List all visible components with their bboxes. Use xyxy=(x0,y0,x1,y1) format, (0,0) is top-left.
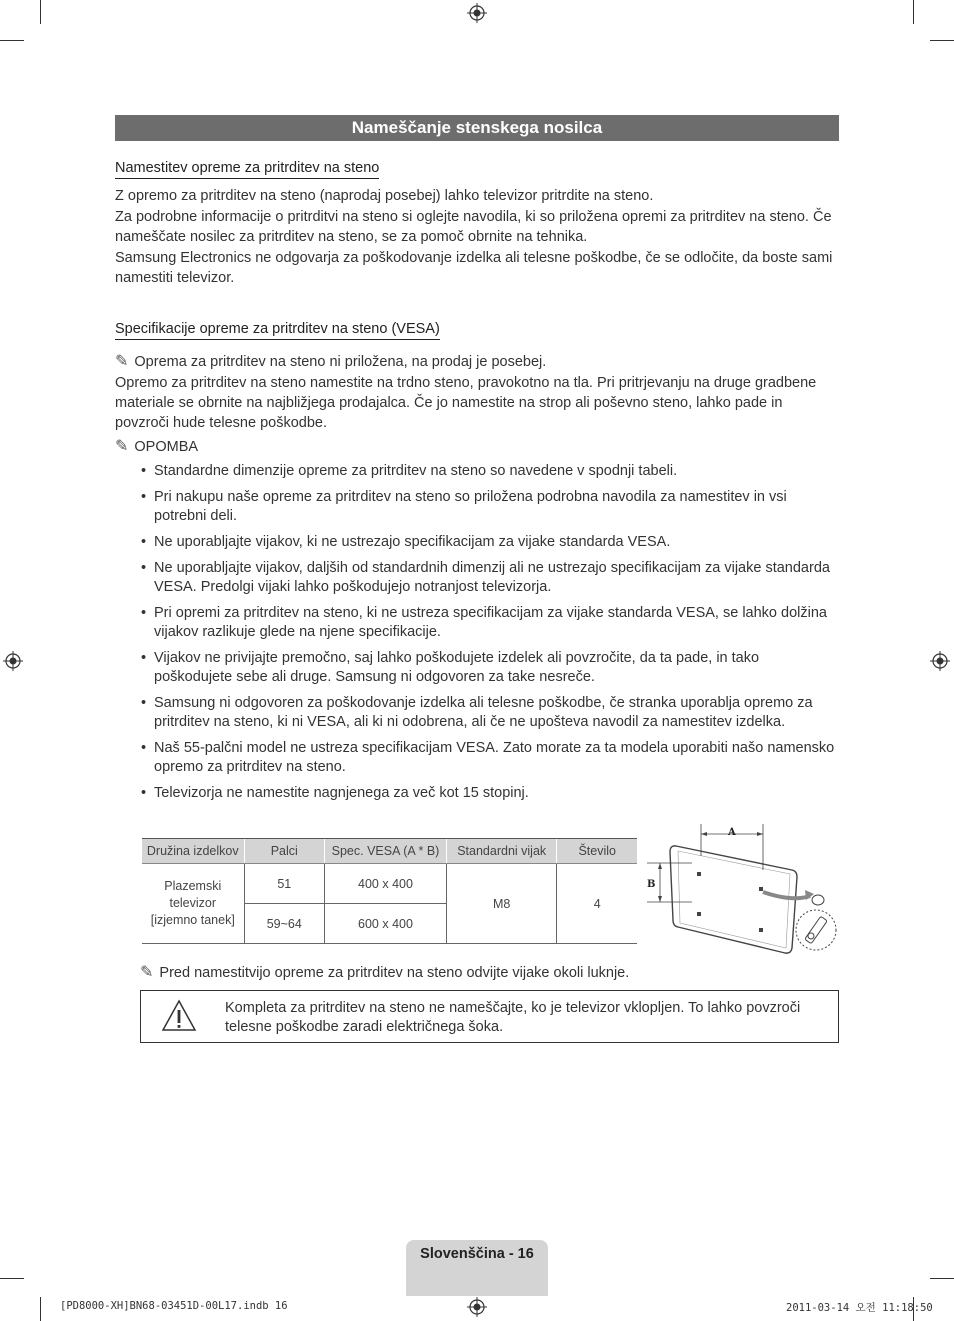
crop-mark xyxy=(930,40,954,41)
table-header: Spec. VESA (A * B) xyxy=(325,839,447,864)
subheading-vesa-specs: Specifikacije opreme za pritrditev na steno (VESA) xyxy=(115,320,440,340)
warning-text: Kompleta za pritrditev na steno ne nameščajte, ko je televizor vklopljen. To lahko povzroči telesne poškodbe zaradi električnega šoka. xyxy=(225,1000,801,1035)
table-header-row xyxy=(142,839,637,864)
count-cell: 4 xyxy=(557,864,637,944)
note-line xyxy=(140,962,837,983)
tv-wall-mount-diagram xyxy=(642,820,842,965)
dimension-b-label: B xyxy=(647,879,656,890)
page-number: Slovenščina - 16 xyxy=(420,1246,534,1262)
table-header: Standardni vijak xyxy=(446,839,556,864)
crop-mark xyxy=(0,1278,24,1279)
inches-cell: 51 xyxy=(244,864,325,904)
table-header: Palci xyxy=(244,839,325,864)
note-line xyxy=(115,351,839,372)
inches-cell: 59~64 xyxy=(244,904,325,944)
subheading-installation: Namestitev opreme za pritrditev na steno xyxy=(115,159,379,179)
list-item: • Pri nakupu naše opreme za pritrditev na steno so priložena podrobna navodila za namestitev in vsi potrebni deli. xyxy=(141,489,787,524)
crop-mark xyxy=(930,1278,954,1279)
vesa-spec-table xyxy=(142,838,637,944)
crop-mark xyxy=(40,1297,41,1321)
dimension-a-label: A xyxy=(728,827,736,838)
paragraph: Samsung Electronics ne odgovarja za poškodovanje izdelka ali telesne poškodbe, če se odločite, da boste sami namestiti televizor. xyxy=(115,250,833,286)
crop-mark xyxy=(40,0,41,24)
table-header: Število xyxy=(557,839,637,864)
paragraph: Opremo za pritrditev na steno namestite na trdno steno, pravokotno na tla. Pri pritrjevanju na druge gradbene materiale se obrnite na najbližjega prodajalca. Če jo namestite na strop ali poševno steno, lahko pade in povzroči hude telesne poškodbe. xyxy=(115,375,817,431)
paragraph: Za podrobne informacije o pritrditvi na steno si oglejte navodila, ki so priložena opremi za pritrditev na steno. Če nameščate nosilec za pritrditev na steno, se za pomoč obrnite na tehnika. xyxy=(115,209,832,245)
crop-mark xyxy=(0,40,24,41)
warning-box xyxy=(140,990,839,1043)
page-footer-tab xyxy=(406,1240,548,1296)
list-item: • Naš 55-palčni model ne ustreza specifikacijam VESA. Zato morate za ta modela uporabiti našo namensko opremo za pritrditev na steno. xyxy=(141,740,835,775)
registration-mark-icon xyxy=(3,651,23,671)
printer-slug-timestamp: 2011-03-14 오전 11:18:50 xyxy=(786,1302,933,1314)
screw-cell: M8 xyxy=(446,864,556,944)
list-item: • Pri opremi za pritrditev na steno, ki ne ustreza specifikacijam za vijake standarda VESA, se lahko dolžina vijakov razlikuje glede na njene specifikacije. xyxy=(141,605,827,640)
note-text: Pred namestitvijo opreme za pritrditev na steno odvijte vijake okoli luknje. xyxy=(159,965,630,981)
vesa-cell: 400 x 400 xyxy=(325,864,447,904)
registration-mark-icon xyxy=(930,651,950,671)
registration-mark-icon xyxy=(467,3,487,23)
list-item: • Standardne dimenzije opreme za pritrditev na steno so navedene v spodnji tabeli. xyxy=(141,463,678,479)
note-label-line xyxy=(115,436,839,457)
pencil-note-icon: ✎ xyxy=(140,962,154,981)
list-item: • Ne uporabljajte vijakov, daljših od standardnih dimenzij ali ne ustrezajo specifikacijam za vijake standarda VESA. Predolgi vijaki lahko poškodujejo notranjost televizorja. xyxy=(141,560,830,595)
table-header: Družina izdelkov xyxy=(142,839,244,864)
list-item: • Vijakov ne privijajte premočno, saj lahko poškodujete izdelek ali povzročite, da ta pade, in tako poškodujete sebe ali druge. Samsung ni odgovoren za take nesreče. xyxy=(141,650,760,685)
list-item: • Samsung ni odgovoren za poškodovanje izdelka ali telesne poškodbe, če stranka uporablja opremo za pritrditev na steno, ki ni VESA, ali ki ni odobrena, ali če ne upošteva navodil za namestitev izdelka. xyxy=(141,695,813,730)
note-label: OPOMBA xyxy=(134,439,199,455)
list-item: • Ne uporabljajte vijakov, ki ne ustrezajo specifikacijam za vijake standarda VESA. xyxy=(141,534,671,550)
pencil-note-icon: ✎ xyxy=(115,436,129,455)
section-title: Nameščanje stenskega nosilca xyxy=(115,115,839,141)
paragraph: Z opremo za pritrditev na steno (naprodaj posebej) lahko televizor pritrdite na steno. xyxy=(115,188,654,204)
registration-mark-icon xyxy=(467,1297,487,1317)
table-row xyxy=(142,864,637,904)
vesa-cell: 600 x 400 xyxy=(325,904,447,944)
warning-triangle-icon xyxy=(161,999,197,1033)
printer-slug-file: [PD8000-XH]BN68-03451D-00L17.indb 16 xyxy=(60,1300,288,1312)
note-bullet-list xyxy=(115,462,839,810)
crop-mark xyxy=(913,0,914,24)
note-text: Oprema za pritrditev na steno ni priložena, na prodaj je posebej. xyxy=(134,354,547,370)
list-item: • Televizorja ne namestite nagnjenega za več kot 15 stopinj. xyxy=(141,785,529,801)
pencil-note-icon: ✎ xyxy=(115,351,129,370)
product-family-cell: Plazemski televizor [izjemno tanek] xyxy=(142,864,244,944)
